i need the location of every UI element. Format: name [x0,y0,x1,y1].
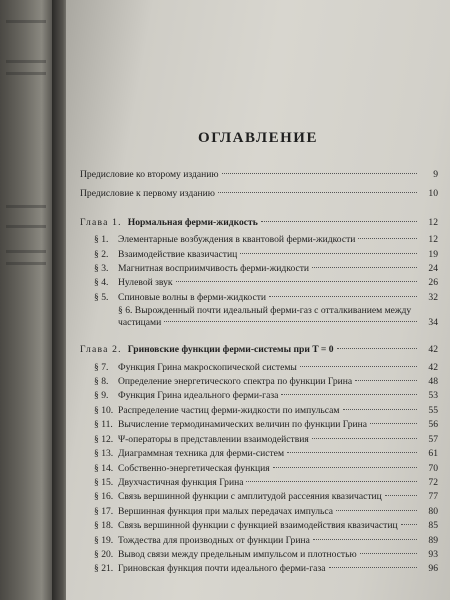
section-title: Собственно-энергетическая функция [118,462,270,474]
toc-section[interactable] [80,248,438,262]
dot-leader [370,423,417,424]
chapter-label: Глава 1. [80,216,122,228]
section-title: Функция Грина макроскопической системы [118,361,297,373]
section-number: § 12. [94,433,114,445]
toc-section[interactable] [80,505,438,519]
ghost-text-line [6,205,46,208]
ghost-text-line [6,20,46,23]
dot-leader [355,380,417,381]
dot-leader [261,221,417,222]
section-number: § 13. [94,448,114,460]
section-title: Спиновые волны в ферми-жидкости [118,291,267,303]
section-number: § 17. [94,505,114,517]
toc-section[interactable] [80,233,438,247]
section-title: Ψ-операторы в представлении взаимодействия [118,433,309,445]
section-number: § 16. [94,491,114,503]
entry-page: 55 [428,404,438,416]
section-title: Связь вершинной функции с функцией взаимодействия квазичастиц [118,520,398,532]
section-number: § 21. [94,563,114,575]
section-number: § 2. [94,248,109,260]
section-number: § 9. [94,390,109,402]
section-title: Вывод связи между предельным импульсом и плотностью [118,548,357,560]
dot-leader [358,238,417,239]
dot-leader [313,539,417,540]
toc-section[interactable] [80,476,438,490]
dot-leader [312,438,417,439]
entry-title: Предисловие ко второму изданию [80,169,219,180]
section-number: § 1. [94,234,109,246]
entry-page: 42 [428,344,438,356]
page-title: ОГЛАВЛЕНИЕ [198,130,318,146]
toc-section[interactable] [80,418,438,432]
section-number: § 5. [94,291,109,303]
section-title: Взаимодействие квазичастиц [118,248,238,260]
toc-section-wrapped[interactable] [80,305,438,329]
entry-page: 70 [428,462,438,474]
entry-page: 96 [428,563,438,575]
entry-page: 19 [428,248,438,260]
dot-leader [300,366,417,367]
section-title-continuation: частицами [118,317,162,329]
section-number: § 20. [94,548,114,560]
ghost-text-line [6,262,46,265]
entry-page: 42 [428,361,438,373]
section-title: Гриновская функция почти идеального ферми-газа [118,563,326,575]
dot-leader [273,467,417,468]
dot-leader [360,553,417,554]
section-title: Вершинная функция при малых передачах импульса [118,505,334,517]
dot-leader [222,173,417,174]
section-title: Двухчастичная функция Грина [118,476,244,488]
section-title: Элементарные возбуждения в квантовой ферми-жидкости [118,234,356,246]
dot-leader [401,524,417,525]
entry-page: 80 [428,505,438,517]
section-title: Функция Грина идеального ферми-газа [118,390,279,402]
dot-leader [240,253,417,254]
toc-section[interactable] [80,375,438,389]
dot-leader [246,481,417,482]
section-number: § 15. [94,476,114,488]
section-title: Нулевой звук [118,277,173,289]
toc-section[interactable] [80,548,438,562]
entry-page: 57 [428,433,438,445]
toc-section[interactable] [80,291,438,305]
chapter-2-section-list [80,361,438,577]
section-number: § 10. [94,404,114,416]
entry-page: 26 [428,277,438,289]
toc-chapter-2[interactable] [80,343,438,357]
toc-section[interactable] [80,490,438,504]
toc-section[interactable] [80,276,438,290]
section-title: Тождества для производных от функции Грина [118,534,310,546]
dot-leader [269,296,417,297]
section-title-line2 [94,317,438,329]
section-title: Вычисление термодинамических величин по функции Грина [118,419,368,431]
section-title: Магнитная восприимчивость ферми-жидкости [118,263,310,275]
section-number: § 18. [94,520,114,532]
entry-page: 53 [428,390,438,402]
toc-section[interactable] [80,519,438,533]
toc-entry-preface-1[interactable] [80,187,438,201]
entry-page: 34 [428,317,438,329]
entry-page: 89 [428,534,438,546]
section-title: Распределение частиц ферми-жидкости по импульсам [118,404,340,416]
dot-leader [343,409,418,410]
dot-leader [281,394,417,395]
entry-page: 12 [428,234,438,246]
entry-page: 93 [428,548,438,560]
toc-section[interactable] [80,462,438,476]
entry-page: 72 [428,476,438,488]
entry-page: 32 [428,291,438,303]
dot-leader [176,281,417,282]
toc-section[interactable] [80,447,438,461]
toc-section[interactable] [80,262,438,276]
dot-leader [287,452,417,453]
ghost-text-line [6,225,46,228]
section-number: § 19. [94,534,114,546]
section-number: § 6. [118,305,133,317]
section-number: § 14. [94,462,114,474]
dot-leader [329,567,418,568]
chapter-title: Гриновские функции ферми-системы при T = 0 [127,344,334,356]
entry-page: 48 [428,376,438,388]
section-number: § 3. [94,263,109,275]
section-number: § 11. [94,419,113,431]
entry-page: 12 [428,216,438,228]
chapter-title: Нормальная ферми-жидкость [127,216,258,228]
ghost-text-line [6,72,46,75]
chapter-label: Глава 2. [80,344,122,356]
entry-page: 56 [428,419,438,431]
toc-chapter-1[interactable] [80,216,438,230]
toc-section[interactable] [80,433,438,447]
toc-section[interactable] [80,361,438,375]
toc-section[interactable] [80,404,438,418]
section-title: Диаграммная техника для ферми-систем [118,448,285,460]
entry-page: 77 [428,491,438,503]
entry-page: 24 [428,263,438,275]
dot-leader [337,348,417,349]
entry-page: 10 [428,188,438,200]
section-number: § 7. [94,361,109,373]
dot-leader [218,192,417,193]
section-number: § 4. [94,277,109,289]
contents-page [66,0,450,600]
entry-page: 61 [428,448,438,460]
toc-entry-preface-2[interactable] [80,168,438,182]
dot-leader [336,510,417,511]
dot-leader [385,495,417,496]
entry-title: Предисловие к первому изданию [80,188,215,200]
ghost-text-line [6,250,46,253]
section-title: Вырожденный почти идеальный ферми-газ с отталкиванием между [134,305,412,317]
section-title: Определение энергетического спектра по функции Грина [118,376,353,388]
toc-section[interactable] [80,562,438,576]
adjacent-page-edge [0,0,52,600]
section-title-line1 [94,305,438,317]
entry-page: 9 [433,169,438,180]
dot-leader [312,267,417,268]
section-title: Связь вершинной функции с амплитудой рассеяния квазичастиц [118,491,382,503]
entry-page: 85 [428,520,438,532]
toc-section[interactable] [80,389,438,403]
dot-leader [164,321,417,322]
ghost-text-line [6,60,46,63]
toc-section[interactable] [80,534,438,548]
section-number: § 8. [94,376,109,388]
table-of-contents [80,168,438,577]
